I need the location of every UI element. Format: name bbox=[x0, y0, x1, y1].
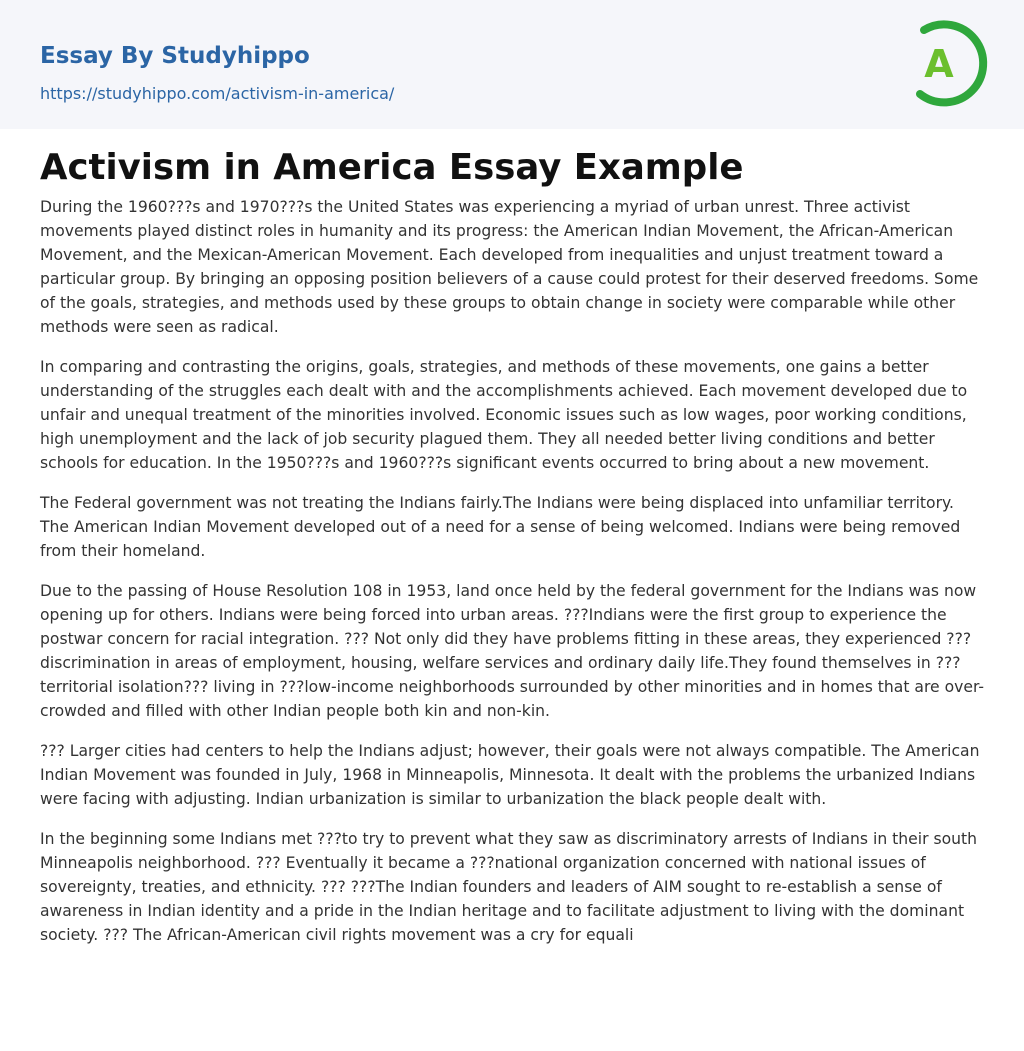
site-brand[interactable]: Essay By Studyhippo bbox=[40, 43, 310, 69]
essay-paragraph: In comparing and contrasting the origins, goals, strategies, and methods of these movements, one gains a better understanding of the struggles each dealt with and the accomplishments achieved. Each movement developed due to unfair and unequal treatment of the minorities involved. Economic issues such as low wages, poor working conditions, high unemployment and the lack of job security plagued them. They all needed better living conditions and better schools for education. In the 1950???s and 1960???s significant events occurred to bring about a new movement. bbox=[40, 358, 968, 472]
site-header bbox=[0, 0, 1024, 129]
essay-body bbox=[40, 195, 985, 963]
essay-paragraph: During the 1960???s and 1970???s the United States was experiencing a myriad of urban unrest. Three activist movements played distinct roles in humanity and its progress: the American Indian Movement, the African-American Movement, and the Mexican-American Movement. Each developed from inequalities and unjust treatment toward a particular group. By bringing an opposing position believers of a cause could protest for their deserved freedoms. Some of the goals, strategies, and methods used by these groups to obtain change in society were comparable while other methods were seen as radical. bbox=[40, 198, 979, 336]
studyhippo-logo-icon[interactable] bbox=[902, 16, 990, 108]
essay-paragraph: In the beginning some Indians met ???to try to prevent what they saw as discriminatory arrests of Indians in their south Minneapolis neighborhood. ??? Eventually it became a ???national organization concerned with national issues of sovereignty, treaties, and ethnicity. ??? ???The Indian founders and leaders of AIM sought to re-establish a sense of awareness in Indian identity and a pride in the Indian heritage and to facilitate adjustment to living with the dominant society. ??? The African-American civil rights movement was a cry for equali bbox=[40, 830, 977, 944]
logo-letter: A bbox=[924, 42, 954, 86]
essay-paragraph: ??? Larger cities had centers to help the Indians adjust; however, their goals were not always compatible. The American Indian Movement was founded in July, 1968 in Minneapolis, Minnesota. It dealt with the problems the urbanized Indians were facing with adjusting. Indian urbanization is similar to urbanization the black people dealt with. bbox=[40, 742, 980, 808]
essay-paragraph: Due to the passing of House Resolution 108 in 1953, land once held by the federal government for the Indians was now opening up for others. Indians were being forced into urban areas. ???Indians were the first group to experience the postwar concern for racial integration. ??? Not only did they have problems fitting in these areas, they experienced ???discrimination in areas of employment, housing, welfare services and ordinary daily life.They found themselves in ???territorial isolation??? living in ???low-income neighborhoods surrounded by other minorities and in homes that are over-crowded and filled with other Indian people both kin and non-kin. bbox=[40, 582, 984, 720]
source-url-link[interactable]: https://studyhippo.com/activism-in-america/ bbox=[40, 84, 395, 103]
essay-title: Activism in America Essay Example bbox=[40, 147, 744, 188]
essay-paragraph: The Federal government was not treating the Indians fairly.The Indians were being displaced into unfamiliar territory. The American Indian Movement developed out of a need for a sense of being welcomed. Indians were being removed from their homeland. bbox=[40, 494, 961, 560]
